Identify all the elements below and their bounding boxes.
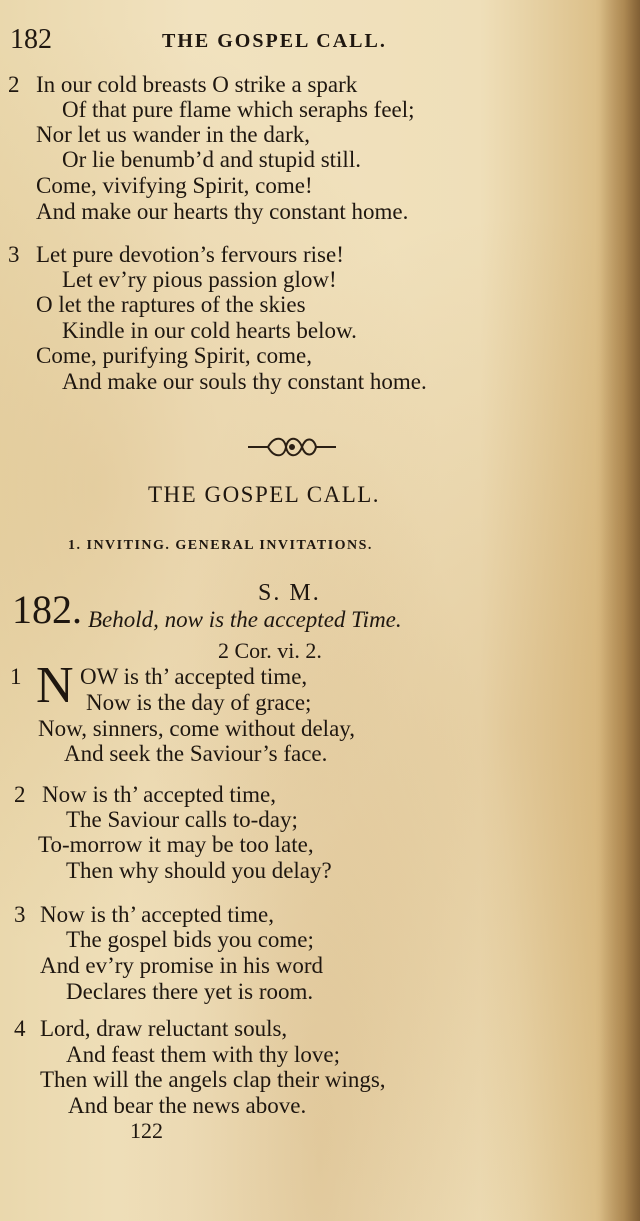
scripture-reference: 2 Cor. vi. 2. bbox=[218, 638, 322, 663]
verse-line: Declares there yet is room. bbox=[66, 979, 314, 1004]
verse-line: Come, vivifying Spirit, come! bbox=[36, 173, 313, 198]
drop-cap: N bbox=[36, 657, 74, 714]
verse-line: Now is th’ accepted time, bbox=[40, 902, 274, 927]
verse-number: 4 bbox=[14, 1016, 26, 1041]
verse-line: Lord, draw reluctant souls, bbox=[40, 1016, 288, 1041]
verse-line: Now is th’ accepted time, bbox=[42, 782, 276, 807]
verse-number: 3 bbox=[14, 902, 26, 927]
verse-line: O let the raptures of the skies bbox=[36, 292, 306, 317]
section-title: THE GOSPEL CALL. bbox=[148, 482, 381, 507]
verse-line: Now is the day of grace; bbox=[86, 690, 312, 715]
verse-line: And make our souls thy constant home. bbox=[62, 369, 427, 394]
verse-number: 2 bbox=[14, 782, 26, 807]
verse-number: 3 bbox=[8, 242, 20, 267]
page-number: 182 bbox=[10, 24, 52, 55]
verse-line: Nor let us wander in the dark, bbox=[36, 122, 311, 147]
verse-line: And seek the Saviour’s face. bbox=[64, 741, 328, 766]
verse-line: Now, sinners, come without delay, bbox=[38, 716, 356, 741]
verse-line: To-morrow it may be too late, bbox=[38, 832, 314, 857]
hymn-number: 182. bbox=[12, 587, 82, 632]
verse-line: Or lie benumb’d and stupid still. bbox=[62, 147, 361, 172]
verse-number: 1 bbox=[10, 664, 22, 689]
verse-line: The Saviour calls to-day; bbox=[66, 807, 298, 832]
decorative-ornament-icon bbox=[246, 434, 338, 460]
verse-line: And ev’ry promise in his word bbox=[40, 953, 323, 978]
verse-line: Let ev’ry pious passion glow! bbox=[62, 267, 337, 292]
verse-line: And feast them with thy love; bbox=[66, 1042, 341, 1067]
verse-number: 2 bbox=[8, 72, 20, 97]
subsection-heading: 1. INVITING. GENERAL INVITATIONS. bbox=[68, 538, 373, 553]
verse-line: Kindle in our cold hearts below. bbox=[62, 318, 357, 343]
signature-mark: 122 bbox=[130, 1118, 163, 1143]
verse-line: And make our hearts thy constant home. bbox=[36, 199, 409, 224]
hymn-meter: S. M. bbox=[258, 580, 321, 606]
verse-line: In our cold breasts O strike a spark bbox=[36, 72, 358, 97]
running-header: THE GOSPEL CALL. bbox=[162, 30, 387, 52]
verse-line: And bear the news above. bbox=[68, 1093, 307, 1118]
verse-line: Of that pure flame which seraphs feel; bbox=[62, 97, 415, 122]
hymn-title: Behold, now is the accepted Time. bbox=[88, 607, 402, 632]
verse-line: OW is th’ accepted time, bbox=[80, 664, 308, 689]
verse-line: The gospel bids you come; bbox=[66, 927, 314, 952]
verse-line: Come, purifying Spirit, come, bbox=[36, 343, 312, 368]
verse-line: Then will the angels clap their wings, bbox=[40, 1067, 386, 1092]
verse-line: Let pure devotion’s fervours rise! bbox=[36, 242, 344, 267]
verse-line: Then why should you delay? bbox=[66, 858, 332, 883]
page-gutter-shadow bbox=[600, 0, 640, 1221]
